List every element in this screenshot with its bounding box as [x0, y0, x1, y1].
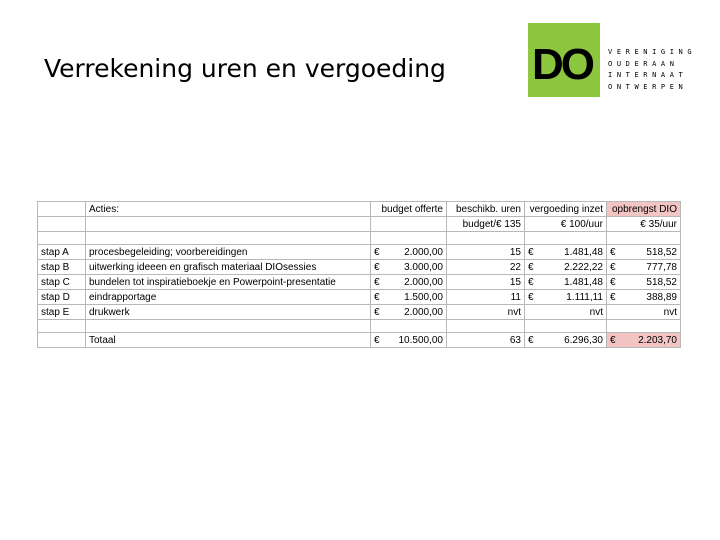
header-budget: budget offerte — [371, 202, 447, 217]
empty-cell — [525, 232, 607, 245]
budget-cell — [371, 275, 447, 290]
vergoeding-cell — [525, 290, 607, 305]
empty-cell — [371, 217, 447, 232]
opbrengst-value: 388,89 — [646, 291, 677, 303]
opbrengst-cell — [607, 290, 681, 305]
empty-cell — [38, 217, 86, 232]
stap-label: stap C — [38, 275, 86, 290]
vergoeding-value: 1.481,48 — [564, 246, 603, 258]
actie-label: eindrapportage — [86, 290, 371, 305]
empty-cell — [607, 232, 681, 245]
table-row — [38, 245, 681, 260]
logo-mark: DO — [532, 40, 592, 89]
vergoeding-value: 2.222,22 — [564, 261, 603, 273]
header-opbrengst-sub: € 35/uur — [607, 217, 681, 232]
budget-cell — [371, 305, 447, 320]
header-uren: beschikb. uren — [447, 202, 525, 217]
budget-cell — [371, 290, 447, 305]
empty-cell — [371, 320, 447, 333]
spacer-row — [38, 320, 681, 333]
header-row-2 — [38, 217, 681, 232]
empty-cell — [447, 320, 525, 333]
table-row — [38, 275, 681, 290]
budget-value: 2.000,00 — [404, 246, 443, 258]
total-label: Totaal — [86, 333, 371, 348]
total-budget-cell — [371, 333, 447, 348]
currency: € — [610, 261, 616, 273]
vergoeding-cell — [525, 275, 607, 290]
total-uren: 63 — [447, 333, 525, 348]
opbrengst-value: 777,78 — [646, 261, 677, 273]
currency: € — [374, 261, 380, 273]
header-vergoeding: vergoeding inzet — [525, 202, 607, 217]
opbrengst-cell — [607, 275, 681, 290]
budget-value: 2.000,00 — [404, 276, 443, 288]
stap-label: stap E — [38, 305, 86, 320]
currency: € — [374, 334, 380, 346]
stap-label: stap A — [38, 245, 86, 260]
logo-word-2: OUDERAAN — [608, 59, 679, 68]
total-vergoeding: 6.296,30 — [564, 334, 603, 346]
actie-label: uitwerking ideeen en grafisch materiaal DIOsessies — [86, 260, 371, 275]
dio-logo — [528, 23, 698, 97]
empty-cell — [525, 320, 607, 333]
currency: € — [528, 291, 534, 303]
vergoeding-cell — [525, 260, 607, 275]
logo-word-1: VERENIGING — [608, 48, 697, 56]
currency: € — [528, 276, 534, 288]
opbrengst-value: nvt — [607, 305, 681, 320]
page-title: Verrekening uren en vergoeding — [44, 54, 446, 83]
budget-value: 2.000,00 — [404, 306, 443, 318]
uren-value: nvt — [447, 305, 525, 320]
empty-cell — [607, 320, 681, 333]
header-row-1 — [38, 202, 681, 217]
empty-cell — [86, 320, 371, 333]
currency: € — [610, 276, 616, 288]
currency: € — [374, 246, 380, 258]
table-row — [38, 260, 681, 275]
opbrengst-cell — [607, 245, 681, 260]
opbrengst-cell — [607, 260, 681, 275]
vergoeding-value: 1.481,48 — [564, 276, 603, 288]
total-opbrengst-cell — [607, 333, 681, 348]
currency: € — [528, 334, 534, 346]
actie-label: bundelen tot inspiratieboekje en Powerpoint-presentatie — [86, 275, 371, 290]
logo-word-4: ONTWERPEN — [608, 82, 688, 91]
actie-label: procesbegeleiding; voorbereidingen — [86, 245, 371, 260]
currency: € — [374, 306, 380, 318]
vergoeding-cell — [525, 245, 607, 260]
table-row — [38, 305, 681, 320]
total-budget: 10.500,00 — [398, 334, 443, 346]
stap-label: stap B — [38, 260, 86, 275]
currency: € — [528, 246, 534, 258]
currency: € — [374, 291, 380, 303]
logo-word-3: INTERNAAT — [608, 71, 688, 79]
currency: € — [610, 334, 616, 346]
total-row — [38, 333, 681, 348]
table-row — [38, 290, 681, 305]
spacer-row — [38, 232, 681, 245]
empty-cell — [86, 217, 371, 232]
logo-words — [608, 47, 696, 93]
vergoeding-value: 1.111,11 — [566, 291, 603, 303]
uren-value: 22 — [447, 260, 525, 275]
budget-value: 1.500,00 — [404, 291, 443, 303]
header-opbrengst: opbrengst DIO — [607, 202, 681, 217]
opbrengst-value: 518,52 — [646, 276, 677, 288]
vergoeding-value: nvt — [525, 305, 607, 320]
empty-cell — [38, 320, 86, 333]
header-stap-cell — [38, 202, 86, 217]
empty-cell — [86, 232, 371, 245]
currency: € — [374, 276, 380, 288]
budget-cell — [371, 260, 447, 275]
header-acties: Acties: — [86, 202, 371, 217]
currency: € — [610, 291, 616, 303]
budget-cell — [371, 245, 447, 260]
currency: € — [528, 261, 534, 273]
empty-cell — [38, 232, 86, 245]
uren-value: 15 — [447, 245, 525, 260]
opbrengst-value: 518,52 — [646, 246, 677, 258]
empty-cell — [38, 333, 86, 348]
actie-label: drukwerk — [86, 305, 371, 320]
currency: € — [610, 246, 616, 258]
total-vergoeding-cell — [525, 333, 607, 348]
budget-value: 3.000,00 — [404, 261, 443, 273]
header-vergoeding-sub: € 100/uur — [525, 217, 607, 232]
uren-value: 11 — [447, 290, 525, 305]
total-opbrengst: 2.203,70 — [638, 334, 677, 346]
uren-value: 15 — [447, 275, 525, 290]
cost-table — [37, 201, 681, 348]
empty-cell — [447, 232, 525, 245]
stap-label: stap D — [38, 290, 86, 305]
header-uren-sub: budget/€ 135 — [447, 217, 525, 232]
empty-cell — [371, 232, 447, 245]
